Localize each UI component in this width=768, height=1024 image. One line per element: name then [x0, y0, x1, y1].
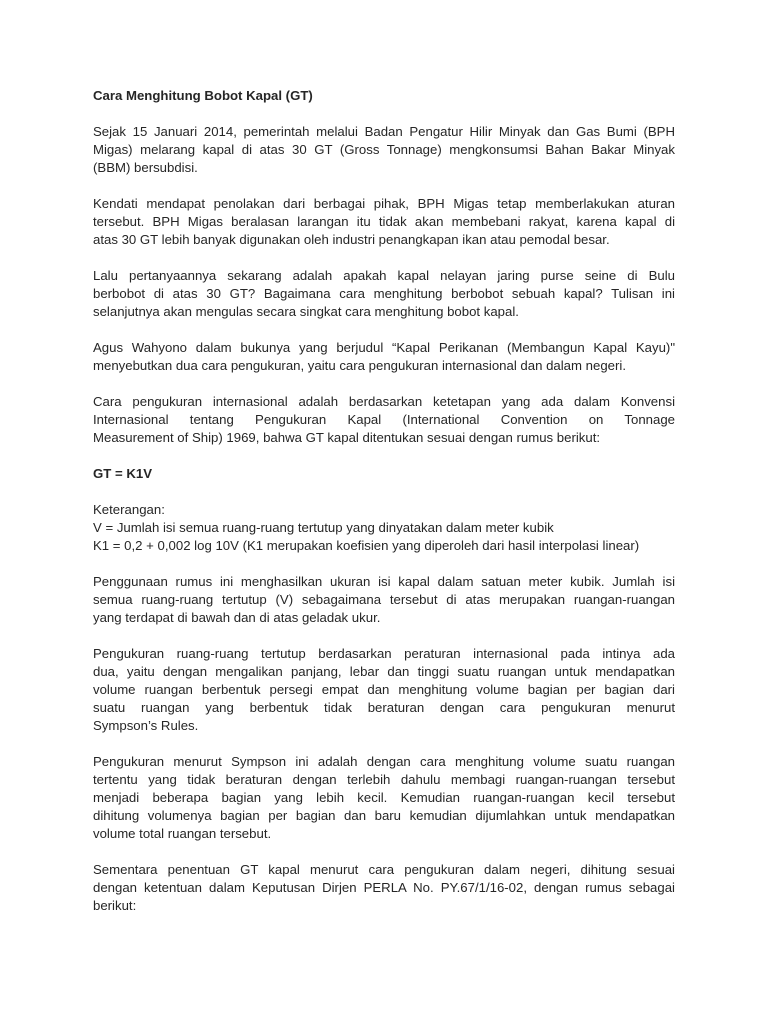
gt-formula: GT = K1V	[93, 466, 152, 481]
legend-v-definition: V = Jumlah isi semua ruang-ruang tertutup yang dinyatakan dalam meter kubik	[93, 520, 554, 535]
paragraph-formula-result	[93, 573, 675, 627]
paragraph-line: Pengukuran ruang-ruang tertutup berdasarkan peraturan internasional pada intinya ada	[93, 646, 675, 661]
paragraph-line: dihitung volumenya bagian per bagian dan baru kemudian dijumlahkan untuk mendapatkan	[93, 808, 675, 823]
paragraph-line: Internasional tentang Pengukuran Kapal (International Convention on Tonnage	[93, 412, 675, 427]
paragraph-line: selanjutnya akan mengulas secara singkat cara menghitung bobot kapal.	[93, 304, 519, 319]
paragraph-line: volume total ruangan tersebut.	[93, 826, 272, 841]
paragraph-bph-migas-ban	[93, 123, 675, 177]
paragraph-line: Agus Wahyono dalam bukunya yang berjudul “Kapal Perikanan (Membangun Kapal Kayu)"	[93, 340, 675, 355]
paragraph-line: Measurement of Ship) 1969, bahwa GT kapal ditentukan sesuai dengan rumus berikut:	[93, 430, 601, 445]
paragraph-question	[93, 267, 675, 321]
paragraph-line: tersebut. BPH Migas beralasan larangan itu tidak akan membebani rakyat, karena kapal di	[93, 214, 675, 229]
paragraph-line: atas 30 GT lebih banyak digunakan oleh industri penangkapan ikan atau pemodal besar.	[93, 232, 610, 247]
paragraph-line: Penggunaan rumus ini menghasilkan ukuran isi kapal dalam satuan meter kubik. Jumlah isi	[93, 574, 675, 589]
paragraph-rejection	[93, 195, 675, 249]
paragraph-line: semua ruang-ruang tertutup (V) sebagaimana tersebut di atas merupakan ruangan-ruangan	[93, 592, 675, 607]
paragraph-line: dua, yaitu dengan mengalikan panjang, lebar dan tinggi suatu ruangan untuk mendapatkan	[93, 664, 675, 679]
paragraph-line: berikut:	[93, 898, 137, 913]
paragraph-line: volume ruangan berbentuk persegi empat dan menghitung volume bagian per bagian dari	[93, 682, 675, 697]
paragraph-line: Kendati mendapat penolakan dari berbagai pihak, BPH Migas tetap memberlakukan aturan	[93, 196, 675, 211]
paragraph-agus-wahyono	[93, 339, 675, 375]
formula-legend	[93, 501, 675, 555]
paragraph-line: Pengukuran menurut Sympson ini adalah dengan cara menghitung volume suatu ruangan	[93, 754, 675, 769]
paragraph-line: berbobot di atas 30 GT? Bagaimana cara menghitung berbobot sebuah kapal? Tulisan ini	[93, 286, 675, 301]
paragraph-line: menjadi beberapa bagian yang lebih kecil. Kemudian ruangan-ruangan kecil tersebut	[93, 790, 675, 805]
paragraph-line: yang terdapat di bawah dan di atas geladak ukur.	[93, 610, 381, 625]
paragraph-line: menyebutkan dua cara pengukuran, yaitu cara pengukuran internasional dan dalam negeri.	[93, 358, 626, 373]
paragraph-international-method	[93, 393, 675, 447]
paragraph-sympson-method	[93, 753, 675, 843]
paragraph-line: Lalu pertanyaannya sekarang adalah apakah kapal nelayan jaring purse seine di Bulu	[93, 268, 675, 283]
paragraph-line: Sympson’s Rules.	[93, 718, 199, 733]
legend-k1-definition: K1 = 0,2 + 0,002 log 10V (K1 merupakan koefisien yang diperoleh dari hasil interpolasi linear)	[93, 538, 640, 553]
paragraph-domestic-method	[93, 861, 675, 915]
paragraph-line: Cara pengukuran internasional adalah berdasarkan ketetapan yang ada dalam Konvensi	[93, 394, 675, 409]
document-title: Cara Menghitung Bobot Kapal (GT)	[93, 88, 313, 103]
paragraph-line: dengan ketentuan dalam Keputusan Dirjen PERLA No. PY.67/1/16-02, dengan rumus sebagai	[93, 880, 675, 895]
paragraph-line: suatu ruangan yang berbentuk tidak beraturan dengan cara pengukuran menurut	[93, 700, 675, 715]
legend-heading: Keterangan:	[93, 502, 165, 517]
paragraph-line: (BBM) bersubdisi.	[93, 160, 198, 175]
paragraph-enclosed-spaces	[93, 645, 675, 735]
paragraph-line: Sejak 15 Januari 2014, pemerintah melalui Badan Pengatur Hilir Minyak dan Gas Bumi (BPH	[93, 124, 675, 139]
paragraph-line: Sementara penentuan GT kapal menurut cara pengukuran dalam negeri, dihitung sesuai	[93, 862, 675, 877]
paragraph-line: Migas) melarang kapal di atas 30 GT (Gross Tonnage) mengkonsumsi Bahan Bakar Minyak	[93, 142, 675, 157]
paragraph-line: tertentu yang tidak beraturan dengan terlebih dahulu membagi ruangan-ruangan tersebut	[93, 772, 675, 787]
